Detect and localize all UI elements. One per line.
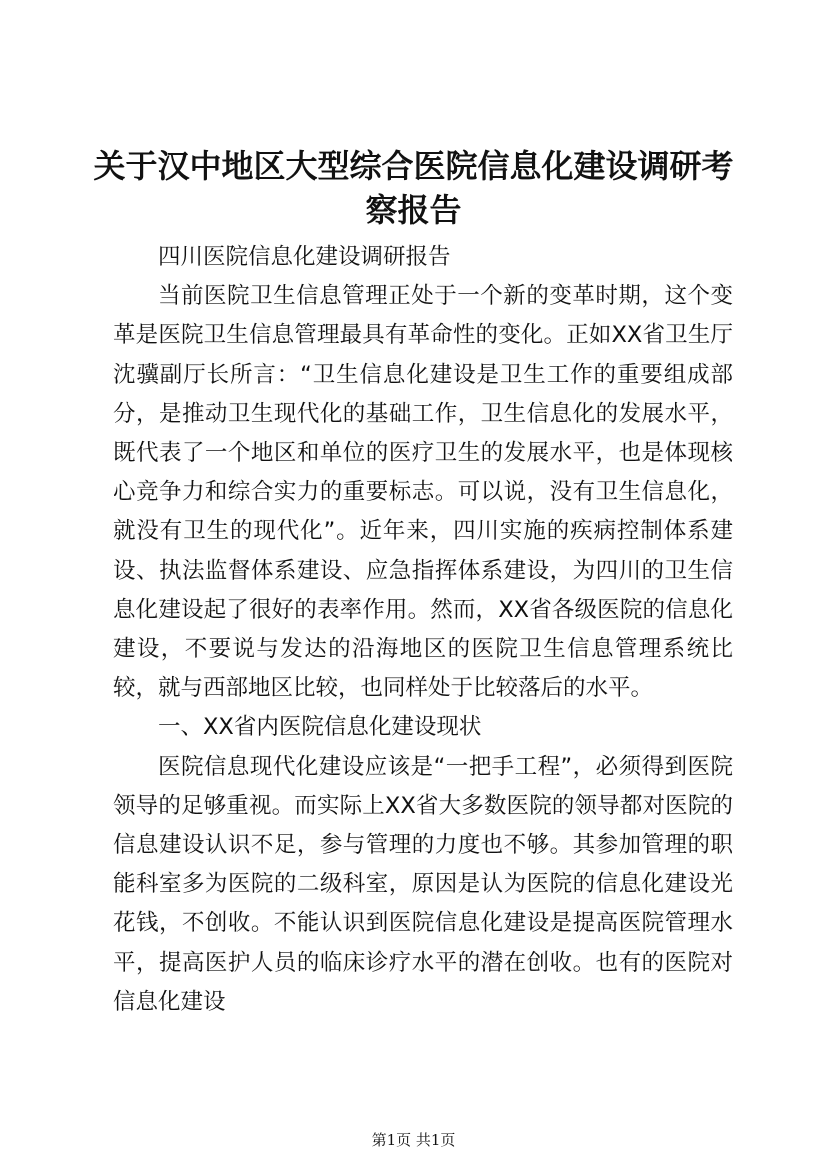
document-title-line-1: 关于汉中地区大型综合医院信息化建设调研考 bbox=[93, 147, 734, 185]
page-number-label: 第1页 共1页 bbox=[371, 1131, 456, 1149]
section-heading-1: 一、XX省内医院信息化建设现状 bbox=[158, 714, 482, 741]
document-body bbox=[113, 238, 733, 1022]
paragraph-subtitle: 四川医院信息化建设调研报告 bbox=[158, 244, 451, 270]
page-footer bbox=[0, 1130, 827, 1150]
document-title-line-2: 察报告 bbox=[365, 191, 462, 229]
paragraph-section-1: 医院信息现代化建设应该是“一把手工程”，必须得到医院领导的足够重视。而实际上XX省大多数医院的领导都对医院的信息建设认识不足，参与管理的力度也不够。其参加管理的职能科室多为医院的二级科室，原因是认为医院的信息化建设光花钱，不创收。不能认识到医院信息化建设是提高医院管理水平，提高医护人员的临床诊疗水平的潜在创收。也有的医院对信息化建设 bbox=[113, 753, 733, 1015]
paragraph-intro: 当前医院卫生信息管理正处于一个新的变革时期，这个变革是医院卫生信息管理最具有革命性的变化。正如XX省卫生厅沈骥副厅长所言：“卫生信息化建设是卫生工作的重要组成部分，是推动卫生现代化的基础工作，卫生信息化的发展水平，既代表了一个地区和单位的医疗卫生的发展水平，也是体现核心竞争力和综合实力的重要标志。可以说，没有卫生信息化，就没有卫生的现代化”。近年来，四川实施的疾病控制体系建设、执法监督体系建设、应急指挥体系建设，为四川的卫生信息化建设起了很好的表率作用。然而，XX省各级医院的信息化建设，不要说与发达的沿海地区的医院卫生信息管理系统比较，就与西部地区比较，也同样处于比较落后的水平。 bbox=[113, 283, 733, 702]
